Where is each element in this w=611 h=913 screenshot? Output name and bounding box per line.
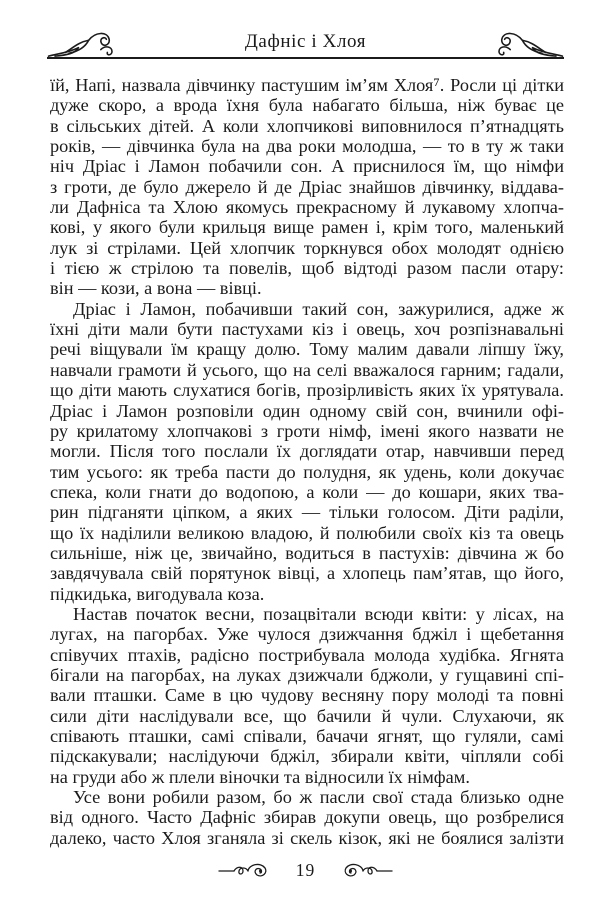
- paragraph: [50, 604, 564, 787]
- text-line: ніч Дріас і Ламон побачили сон. А приснилося їм, що німфи: [50, 156, 564, 177]
- text-line: він — кози, а вона — вівці.: [50, 278, 262, 299]
- header-rule: [47, 57, 564, 59]
- text-line: від одного. Часто Дафніс збирав докупи овець, що розбрелися: [50, 807, 564, 828]
- page-number: 19: [295, 860, 316, 880]
- text-line: рин підганяти ціпком, а яких — тільки голосом. Діти раділи,: [50, 502, 564, 523]
- page-body: [50, 75, 564, 848]
- text-line: підкидька, вигодувала коза.: [50, 583, 265, 604]
- paragraph: [50, 787, 564, 848]
- text-line: вали пташки. Саме в цю чудову весняну пору молоді та повні: [50, 685, 564, 706]
- text-line: речі віщували їм кращу долю. Тому малим давали ліпшу їжу,: [50, 339, 564, 360]
- text-line: бігали на пагорбах, на луках дзижчали бджоли, у гущавині спі-: [50, 664, 564, 685]
- text-line: завдячувала свій порятунок вівці, а хлопець пам’ятав, що його,: [50, 563, 564, 584]
- text-line: що їх наділили великою владою, й полюбили своїх кіз та овець: [50, 522, 564, 543]
- text-line: могли. Після того послали їх доглядати отар, навчивши перед: [50, 441, 564, 462]
- text-line: сильніше, ніж це, звичайно, водиться в пастухів: дівчина ж бо: [50, 542, 564, 563]
- text-line: Настав початок весни, позацвітали всюди квіти: у лісах, на: [73, 603, 564, 624]
- text-line: навчали грамоти й усього, що на селі вважалося гарним; гадали,: [50, 359, 564, 380]
- scroll-rule-right-icon: [335, 862, 393, 880]
- paragraph: [50, 75, 564, 299]
- text-line: Усе вони робили разом, бо ж пасли свої стада близько одне: [73, 787, 564, 808]
- text-line: в сільських дітей. А коли хлопчикові виповнилося п’ятнадцять: [50, 115, 564, 136]
- text-line: і тією ж стрілою та повелів, щоб відтоді разом пасли отару:: [50, 258, 564, 279]
- text-line: співучих птахів, радісно пострибувала молода худібка. Ягнята: [50, 644, 564, 665]
- text-line: далеко, часто Хлоя зганяла зі скель кізок, які не боялися залізти: [50, 827, 564, 848]
- text-line: ру крилатому хлопчакові з гроти німф, імені якого назвати не: [50, 420, 564, 441]
- text-line: сили діти наслідували все, що бачили й чули. Слухаючи, як: [50, 705, 564, 726]
- text-line: дуже скоро, а врода їхня була набагато більша, ніж буває це: [50, 95, 564, 116]
- text-line: Дріас і Ламон розповіли один одному свій сон, вчинили офі-: [50, 400, 564, 421]
- text-line: кові, у якого були крильця вище рамен і, крім того, маленький: [50, 217, 564, 238]
- text-line: співають пташки, самі співали, бачачи ягнят, що гуляли, самі: [50, 726, 564, 746]
- corner-flourish-right-icon: [488, 30, 566, 58]
- text-line: на груди або ж плели віночки та відносили їх німфам.: [50, 766, 470, 787]
- text-line: років, — дівчинка була на два роки молодша, — то в ту ж таки: [50, 136, 564, 157]
- text-line: підскакували; наслідуючи бджіл, збирали квіти, чіпляли собі: [50, 746, 564, 767]
- paragraph: [50, 299, 564, 604]
- text-line: Дріас і Ламон, побачивши такий сон, зажурилися, адже ж: [73, 298, 564, 319]
- text-line: спека, коли гнати до водопою, а коли — до кошари, яких тва-: [50, 481, 564, 502]
- text-line: лук зі стрілами. Цей хлопчик торкнувся обох молодят однією: [50, 237, 564, 258]
- running-head: [47, 26, 564, 59]
- text-line: їхні діти мали бути пастухами кіз і овець, хоч розпізнавальні: [50, 319, 564, 340]
- text-line: їй, Напі, назвала дівчинку пастушим ім’ям Хлоя⁷. Росли ці дітки: [50, 75, 564, 95]
- text-line: лугах, на пагорбах. Уже чулося дзижчання бджіл і щебетання: [50, 624, 564, 645]
- text-line: тим усього: як треба пасти до полудня, як удень, коли докучає: [50, 461, 564, 482]
- page-footer: [0, 860, 611, 881]
- text-line: що діти мають слухатися богів, прозірливість яких їх урятувала.: [50, 380, 564, 401]
- text-line: з гроти, де було джерело й де Дріас знайшов дівчинку, віддава-: [50, 176, 564, 197]
- text-line: ли Дафніса та Хлою якомусь прекрасному й лукавому хлопча-: [50, 197, 564, 218]
- running-head-title: Дафніс і Хлоя: [244, 31, 367, 52]
- scroll-rule-left-icon: [218, 862, 276, 880]
